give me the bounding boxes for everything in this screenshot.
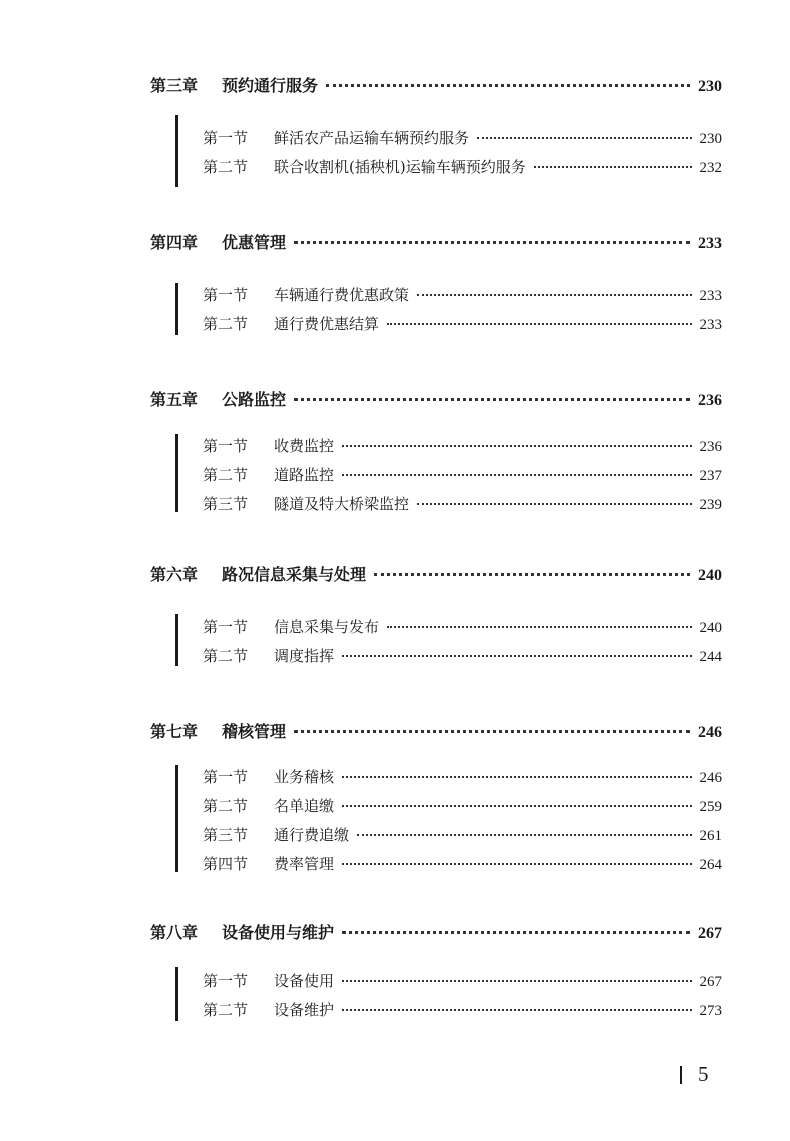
section-group-bar: [175, 283, 178, 335]
dot-leader: [342, 931, 690, 934]
section-title: 设备使用: [274, 972, 335, 990]
dot-leader: [342, 776, 691, 778]
toc-section[interactable]: [203, 493, 722, 514]
dot-leader: [477, 137, 691, 139]
dot-leader: [294, 730, 690, 733]
chapter-number: 第五章: [150, 390, 199, 409]
section-page-number: 259: [699, 799, 722, 815]
dot-leader: [342, 1009, 691, 1011]
section-number: 第一节: [203, 618, 249, 636]
dot-leader: [387, 626, 691, 628]
toc-chapter-7[interactable]: [150, 719, 722, 742]
dot-leader: [342, 474, 691, 476]
dot-leader: [342, 863, 691, 865]
section-page-number: 261: [699, 828, 722, 844]
chapter-page-number: 233: [698, 235, 722, 252]
toc-chapter-4[interactable]: [150, 230, 722, 253]
toc-section[interactable]: [203, 284, 722, 305]
section-title: 隧道及特大桥梁监控: [274, 495, 410, 513]
chapter-number: 第三章: [150, 76, 199, 95]
section-number: 第二节: [203, 647, 249, 665]
chapter-number: 第四章: [150, 233, 199, 252]
section-title: 道路监控: [274, 466, 335, 484]
toc-section[interactable]: [203, 127, 722, 148]
toc-section[interactable]: [203, 824, 722, 845]
section-number: 第四节: [203, 855, 249, 873]
toc-section[interactable]: [203, 970, 722, 991]
section-number: 第一节: [203, 286, 249, 304]
dot-leader: [387, 323, 691, 325]
chapter-number: 第六章: [150, 565, 199, 584]
dot-leader: [417, 294, 691, 296]
chapter-title: 优惠管理: [222, 233, 287, 252]
dot-leader: [294, 241, 690, 244]
toc-section[interactable]: [203, 313, 722, 334]
section-title: 通行费追缴: [274, 826, 350, 844]
chapter-number: 第八章: [150, 923, 199, 942]
chapter-page-number: 246: [698, 724, 722, 741]
section-number: 第一节: [203, 972, 249, 990]
toc-section[interactable]: [203, 795, 722, 816]
section-page-number: 239: [699, 497, 722, 513]
section-title: 名单追缴: [274, 797, 335, 815]
section-number: 第二节: [203, 466, 249, 484]
section-title: 设备维护: [274, 1001, 335, 1019]
dot-leader: [342, 805, 691, 807]
dot-leader: [417, 503, 691, 505]
toc-section[interactable]: [203, 645, 722, 666]
section-number: 第一节: [203, 437, 249, 455]
section-title: 收费监控: [274, 437, 335, 455]
dot-leader: [534, 166, 692, 168]
section-page-number: 240: [699, 620, 722, 636]
section-number: 第二节: [203, 1001, 249, 1019]
section-page-number: 236: [699, 439, 722, 455]
section-title: 联合收割机(插秧机)运输车辆预约服务: [274, 158, 526, 176]
section-page-number: 273: [699, 1003, 722, 1019]
dot-leader: [342, 655, 691, 657]
section-page-number: 232: [699, 160, 722, 176]
dot-leader: [374, 573, 690, 576]
toc-chapter-3[interactable]: [150, 73, 722, 96]
dot-leader: [342, 445, 691, 447]
dot-leader: [326, 84, 690, 87]
section-page-number: 267: [699, 974, 722, 990]
toc-chapter-5[interactable]: [150, 387, 722, 410]
section-page-number: 246: [699, 770, 722, 786]
section-number: 第二节: [203, 158, 249, 176]
section-title: 费率管理: [274, 855, 335, 873]
section-number: 第一节: [203, 129, 249, 147]
section-group-bar: [175, 614, 178, 666]
chapter-page-number: 230: [698, 78, 722, 95]
section-group-bar: [175, 434, 178, 512]
section-title: 鲜活农产品运输车辆预约服务: [274, 129, 470, 147]
dot-leader: [342, 980, 691, 982]
chapter-title: 预约通行服务: [222, 76, 319, 95]
folio-divider: [680, 1066, 682, 1084]
dot-leader: [294, 398, 690, 401]
section-title: 业务稽核: [274, 768, 335, 786]
section-page-number: 230: [699, 131, 722, 147]
chapter-page-number: 236: [698, 392, 722, 409]
section-page-number: 233: [699, 317, 722, 333]
chapter-title: 公路监控: [222, 390, 287, 409]
chapter-page-number: 240: [698, 567, 722, 584]
chapter-title: 设备使用与维护: [222, 923, 335, 942]
section-page-number: 233: [699, 288, 722, 304]
toc-chapter-6[interactable]: [150, 562, 722, 585]
chapter-title: 稽核管理: [222, 722, 287, 741]
dot-leader: [357, 834, 691, 836]
toc-chapter-8[interactable]: [150, 920, 722, 943]
section-title: 车辆通行费优惠政策: [274, 286, 410, 304]
section-title: 调度指挥: [274, 647, 335, 665]
section-page-number: 237: [699, 468, 722, 484]
section-group-bar: [175, 967, 178, 1021]
section-title: 通行费优惠结算: [274, 315, 380, 333]
toc-section[interactable]: [203, 464, 722, 485]
section-number: 第二节: [203, 797, 249, 815]
toc-section[interactable]: [203, 999, 722, 1020]
section-title: 信息采集与发布: [274, 618, 380, 636]
section-number: 第一节: [203, 768, 249, 786]
section-number: 第三节: [203, 826, 249, 844]
section-number: 第三节: [203, 495, 249, 513]
toc-section[interactable]: [203, 156, 722, 177]
section-group-bar: [175, 115, 178, 187]
section-page-number: 264: [699, 857, 722, 873]
chapter-page-number: 267: [698, 925, 722, 942]
chapter-number: 第七章: [150, 722, 199, 741]
toc-section[interactable]: [203, 853, 722, 874]
toc-section[interactable]: [203, 435, 722, 456]
chapter-title: 路况信息采集与处理: [222, 565, 367, 584]
section-group-bar: [175, 765, 178, 872]
section-number: 第二节: [203, 315, 249, 333]
toc-section[interactable]: [203, 616, 722, 637]
section-page-number: 244: [699, 649, 722, 665]
toc-section[interactable]: [203, 766, 722, 787]
page-number: 5: [698, 1062, 709, 1086]
